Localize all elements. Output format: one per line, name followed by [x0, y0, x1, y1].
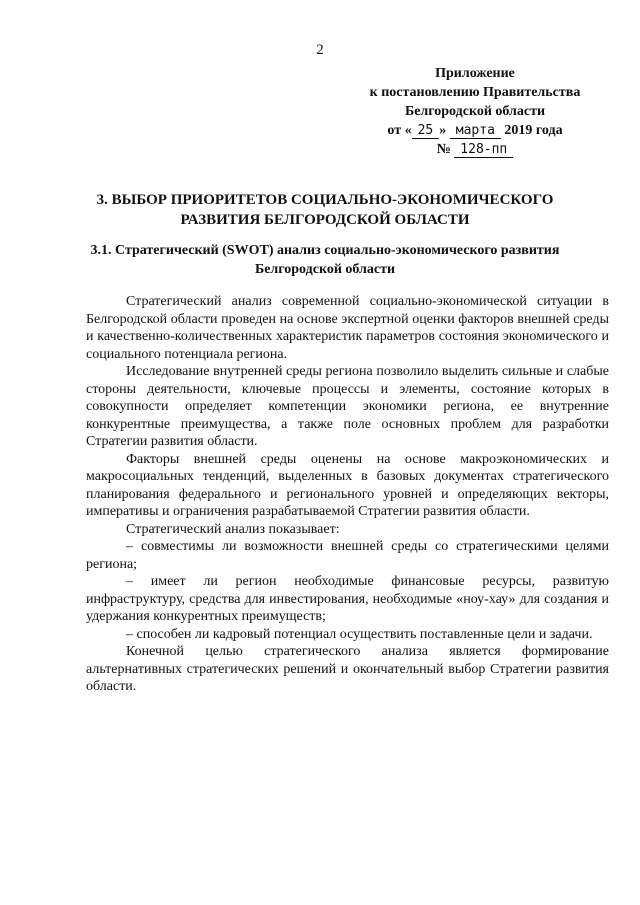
date-month: марта — [450, 123, 501, 139]
paragraph: Конечной целью стратегического анализа является формирование альтернативных стратегических решений и окончательный выбор Стратегии развития области. — [86, 644, 609, 694]
decree-number: 128-пп — [454, 142, 513, 158]
body-text — [86, 293, 609, 696]
paragraph: Исследование внутренней среды региона позволило выделить сильные и слабые стороны деятельности, ключевые процессы и элементы, состояние которых в совокупности определяет компетенции экономики региона, ее внутренние конкурентные преимущества, а также поле основных проблем для разработки Стратегии развития области. — [86, 364, 609, 449]
list-item: – совместимы ли возможности внешней среды со стратегическими целями региона; — [86, 539, 609, 572]
number-prefix: № — [436, 142, 451, 157]
date-prefix: от « — [387, 123, 412, 138]
appendix-number — [350, 140, 600, 159]
appendix-decree: к постановлению Правительства — [369, 85, 581, 100]
appendix-region: Белгородской области — [404, 104, 546, 119]
appendix-title: Приложение — [435, 66, 515, 81]
page-number: 2 — [316, 42, 324, 58]
date-day: 25 — [412, 123, 440, 139]
appendix-date — [350, 121, 600, 140]
appendix-block — [350, 64, 600, 159]
list-item: – способен ли кадровый потенциал осуществить поставленные цели и задачи. — [126, 626, 593, 642]
date-year: 2019 года — [504, 123, 563, 138]
paragraph: Стратегический анализ показывает: — [126, 521, 340, 537]
paragraph: Факторы внешней среды оценены на основе макроэкономических и макросоциальных тенденций, выделенных в базовых документах стратегического планирования федерального и регионального уровней и определяющих векторы, императивы и ограничения разрабатываемой Стратегии развития области. — [86, 451, 609, 519]
subsection-title: 3.1. Стратегический (SWOT) анализ социально-экономического развития Белгородской области — [90, 243, 560, 277]
list-item: – имеет ли регион необходимые финансовые ресурсы, развитую инфраструктуру, средства для инвестирования, необходимые «ноу-хау» для создания и удержания конкурентных преимуществ; — [86, 574, 609, 624]
section-title: 3. ВЫБОР ПРИОРИТЕТОВ СОЦИАЛЬНО-ЭКОНОМИЧЕСКОГО РАЗВИТИЯ БЕЛГОРОДСКОЙ ОБЛАСТИ — [96, 192, 554, 228]
date-mid: » — [439, 123, 447, 138]
paragraph: Стратегический анализ современной социально-экономической ситуации в Белгородской области проведен на основе экспертной оценки факторов внешней среды и качественно-количественных характеристик параметров состояния экономического и социального потенциала региона. — [86, 294, 609, 362]
